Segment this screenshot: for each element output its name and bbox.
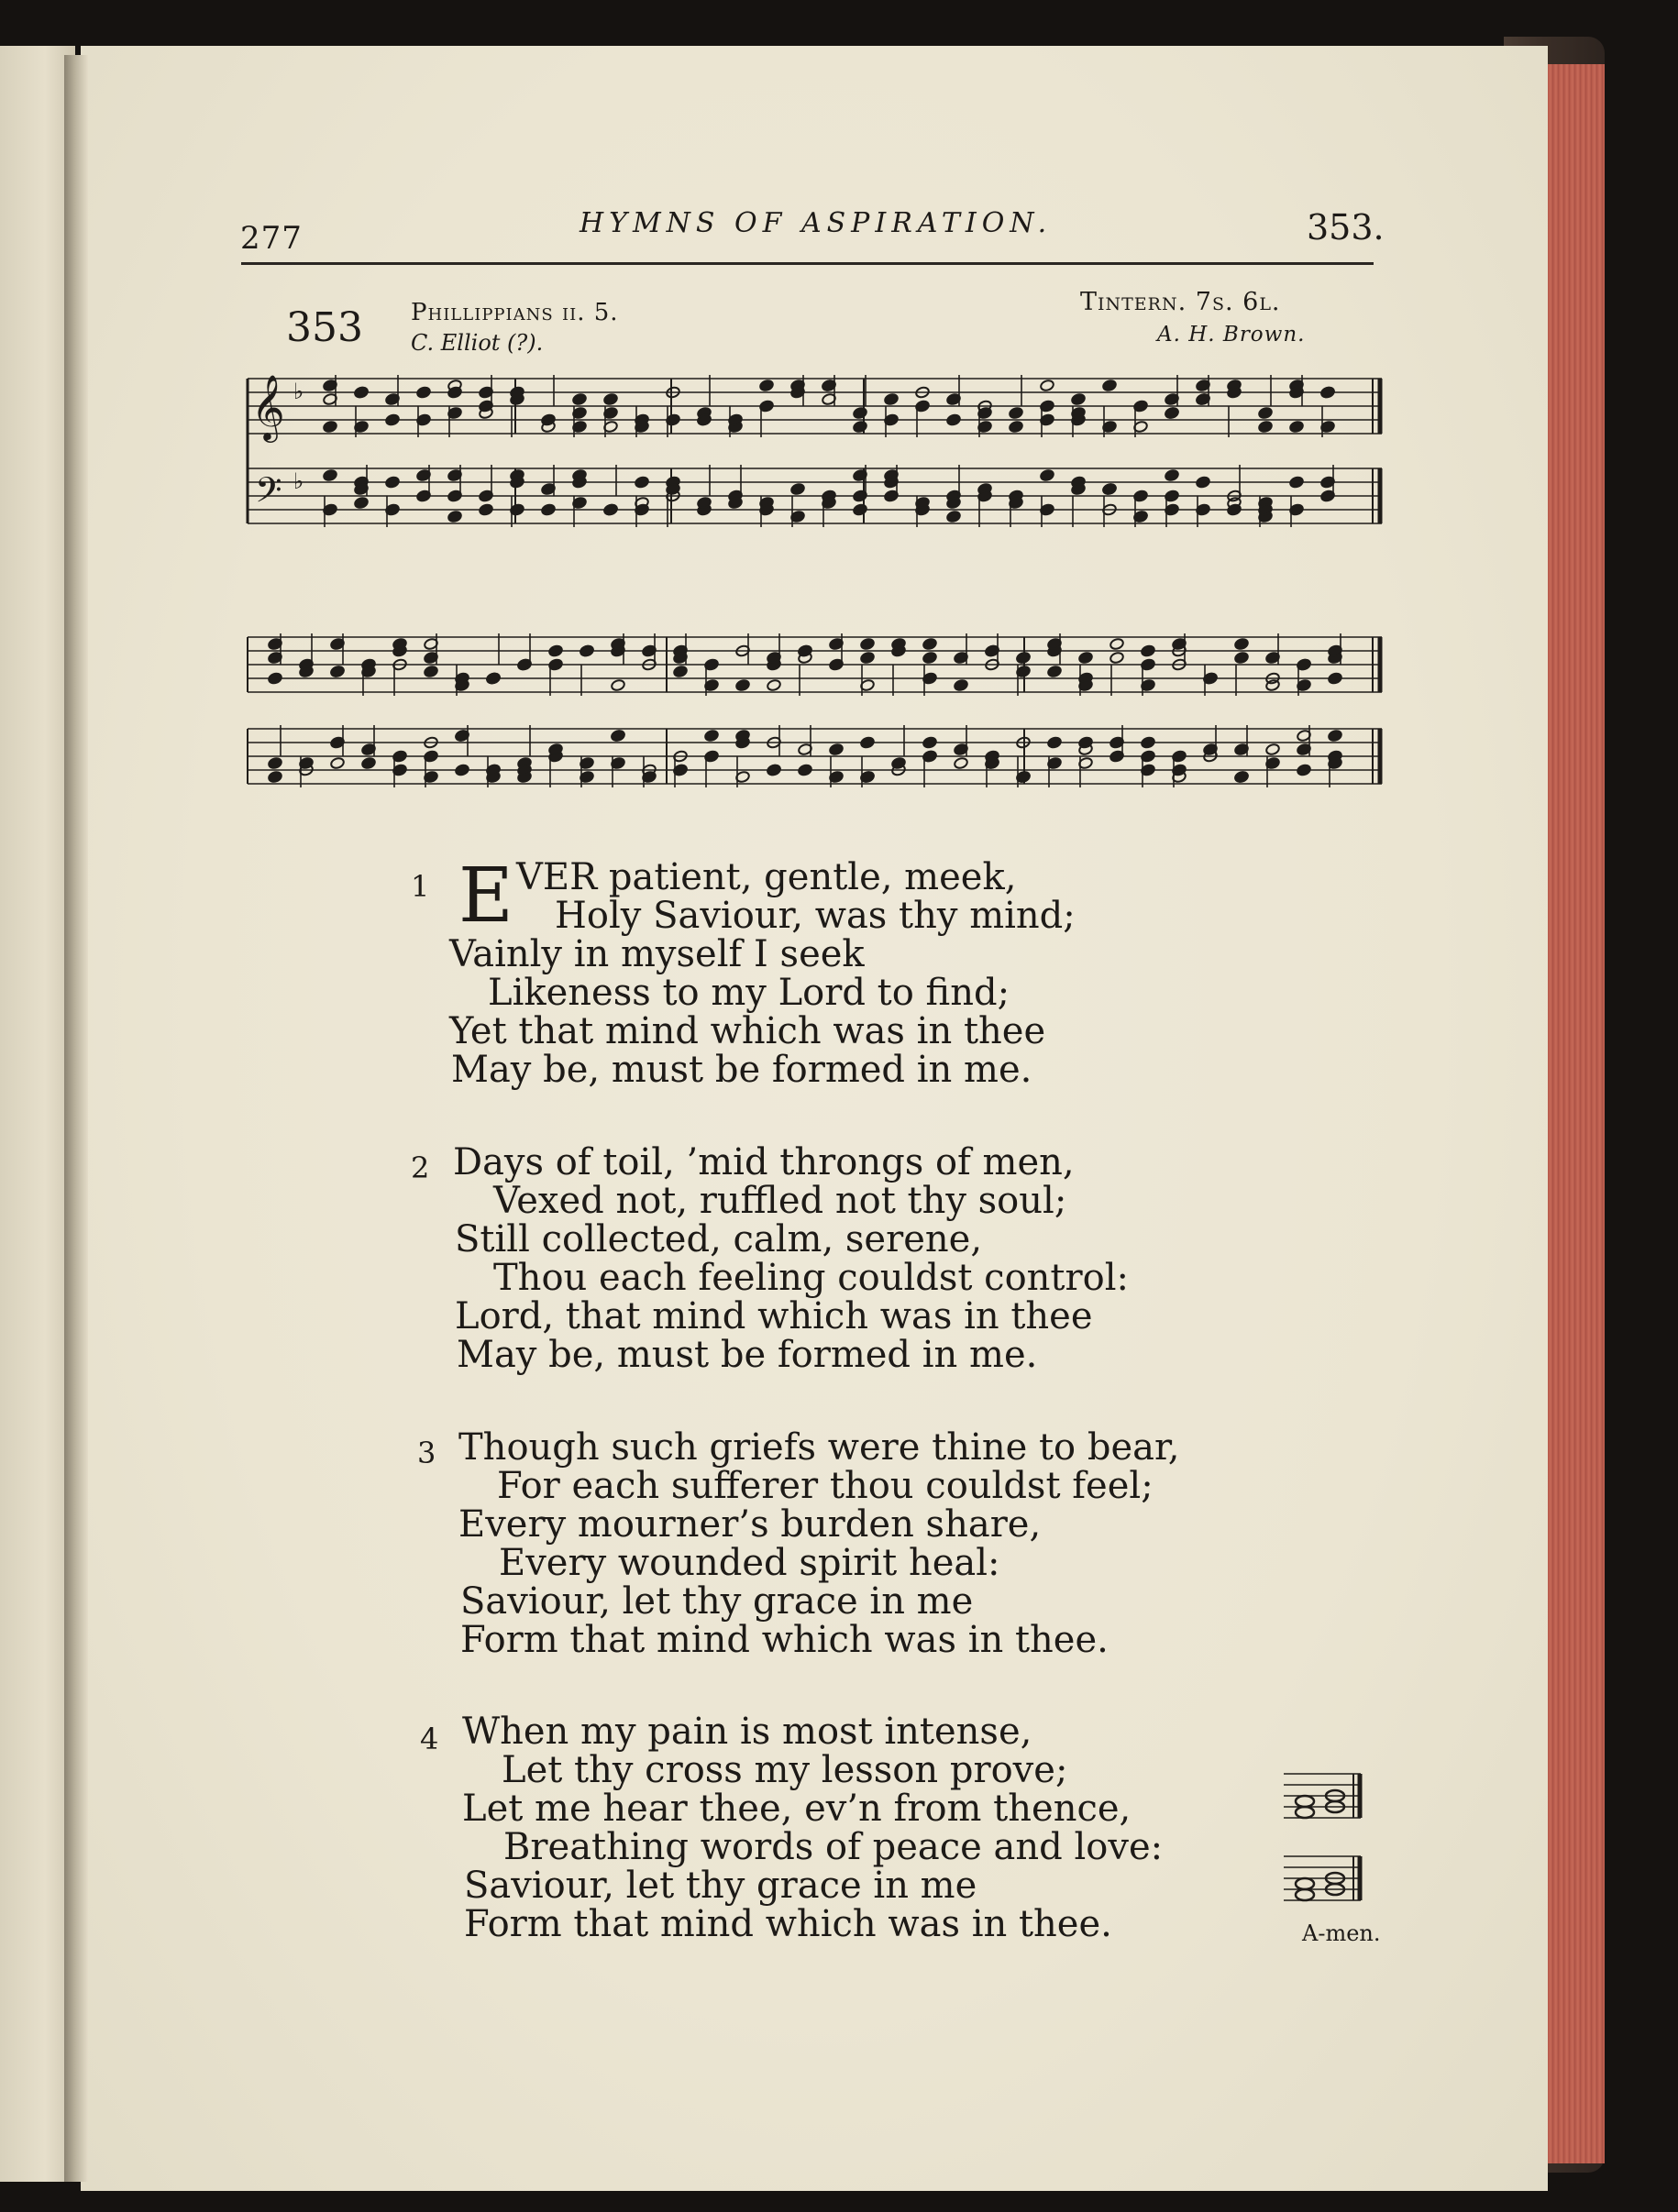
amen-music [1282,1765,1364,1911]
note-head [486,672,502,685]
page-number-left: 277 [240,220,303,257]
page-number-right: 353. [1307,207,1385,248]
note-head [447,510,463,523]
note-head [385,413,401,426]
note-head [954,756,969,769]
note-head [735,678,751,691]
note-head [1040,468,1055,481]
key-flat: ♭ [293,379,304,404]
note-head [354,386,370,399]
note-head [572,392,588,405]
note-head [1234,637,1250,650]
note-head [268,756,283,769]
scripture-reference: Phillippians ii. 5. [411,299,619,326]
bass-clef: 𝄢 [255,469,282,519]
key-flat: ♭ [293,468,304,494]
verse-line: Let thy cross my lesson prove; [502,1749,1068,1791]
note-head [354,496,370,509]
note-head [1320,386,1336,399]
verse-line: Thou each feeling couldst control: [493,1257,1129,1299]
note-head [1258,406,1274,419]
note-head [1289,476,1305,489]
note-head [611,678,626,691]
verse-line: Breathing words of peace and love: [503,1826,1164,1868]
treble-clef: 𝄞 [251,373,285,440]
note-head [853,406,868,419]
note-head [853,420,868,433]
note-head [1047,665,1063,677]
note-head [455,764,470,776]
verse-line: Saviour, let thy grace in me [464,1865,977,1907]
note-head [1141,644,1156,657]
running-title: HYMNS OF ASPIRATION. [580,207,1053,239]
note-head [1265,743,1281,755]
tune-name: Tintern. 7s. 6l. [1080,288,1281,316]
hymn-number: 353 [286,304,363,351]
amen-label: A-men. [1302,1920,1381,1946]
note-head [330,665,346,677]
verse-number: 2 [411,1150,430,1185]
tune-composer: A. H. Brown. [1157,323,1306,347]
note-head [1016,651,1032,664]
page-edges [1548,64,1605,2163]
verse-number: 3 [417,1436,436,1470]
verse-number: 1 [411,869,430,904]
note-head [790,482,806,495]
note-head [860,736,876,749]
verse-line: Vexed not, ruffled not thy soul; [493,1180,1067,1222]
note-head [1296,1889,1314,1900]
note-head [1102,379,1118,391]
note-head [1296,1807,1314,1818]
note-head [1141,736,1156,749]
note-head [603,503,619,516]
note-head [548,644,564,657]
note-head [268,672,283,685]
note-head [603,392,619,405]
note-head [922,637,938,650]
note-head [860,637,876,650]
note-head [1009,420,1024,433]
note-head [1296,1878,1314,1889]
note-head [1297,764,1312,776]
verse-line: Saviour, let thy grace in me [460,1580,974,1623]
note-head [268,770,283,783]
header-rule [241,262,1374,265]
note-head [541,503,557,516]
note-head [946,413,962,426]
verse-line: Let me hear thee, ev’n from thence, [462,1788,1132,1830]
note-head [323,420,338,433]
note-head [1296,1796,1314,1807]
verse-line: Form that mind which was in thee. [460,1619,1109,1661]
hymn-author: C. Elliot (?). [411,330,544,356]
note-head [416,386,432,399]
verse-line: Likeness to my Lord to find; [488,972,1010,1014]
note-head [767,678,782,691]
note-head [1234,651,1250,664]
note-head [580,644,595,657]
note-head [323,468,338,481]
note-head [954,678,969,691]
note-head [673,665,689,677]
verse-line: May be, must be formed in me. [457,1334,1038,1376]
note-head [767,764,782,776]
note-head [704,729,720,742]
note-head [860,651,876,664]
verse-line: Days of toil, ’mid throngs of men, [453,1141,1075,1183]
music-score [240,362,1386,820]
verse-line: Every wounded spirit heal: [499,1542,1000,1584]
note-head [1071,392,1087,405]
note-head [424,665,439,677]
note-head [1258,420,1274,433]
book-gutter [64,55,88,2182]
note-head [922,736,938,749]
note-head [798,764,813,776]
note-head [611,729,626,742]
note-head [1196,476,1211,489]
note-head [635,476,650,489]
verse-line: Holy Saviour, was thy mind; [555,895,1076,937]
note-head [361,756,377,769]
verse-line: Every mourner’s burden share, [458,1503,1042,1546]
note-head [1328,729,1343,742]
note-head [1078,651,1094,664]
note-head [1165,406,1180,419]
note-head [1009,406,1024,419]
note-head [479,503,494,516]
note-head [1234,770,1250,783]
note-head [330,756,346,769]
verse-line: Still collected, calm, serene, [455,1218,983,1260]
note-head [829,743,845,755]
note-head [853,503,868,516]
verse-line: VER patient, gentle, meek, [516,856,1017,898]
verse-line: For each sufferer thou couldst feel; [497,1465,1154,1507]
verse-line: When my pain is most intense, [462,1711,1032,1753]
note-head [1165,468,1180,481]
note-head [946,510,962,523]
note-head [385,476,401,489]
verse-line: Lord, that mind which was in thee [455,1295,1093,1337]
verse-line: Vainly in myself I seek [449,933,865,975]
note-head [1040,379,1055,391]
verse-line: Yet that mind which was in thee [449,1010,1046,1052]
verse-line: May be, must be formed in me. [451,1049,1032,1091]
note-head [922,651,938,664]
note-head [1109,637,1125,650]
note-head [1109,651,1125,664]
note-head [1328,672,1343,685]
note-head [1289,420,1305,433]
note-head [884,392,900,405]
verse-number: 4 [420,1722,439,1756]
verse-line: Though such griefs were thine to bear, [458,1426,1180,1469]
note-head [1047,736,1063,749]
verse-line: Form that mind which was in thee. [464,1903,1112,1945]
drop-capital: E [458,853,513,940]
note-head [759,379,775,391]
